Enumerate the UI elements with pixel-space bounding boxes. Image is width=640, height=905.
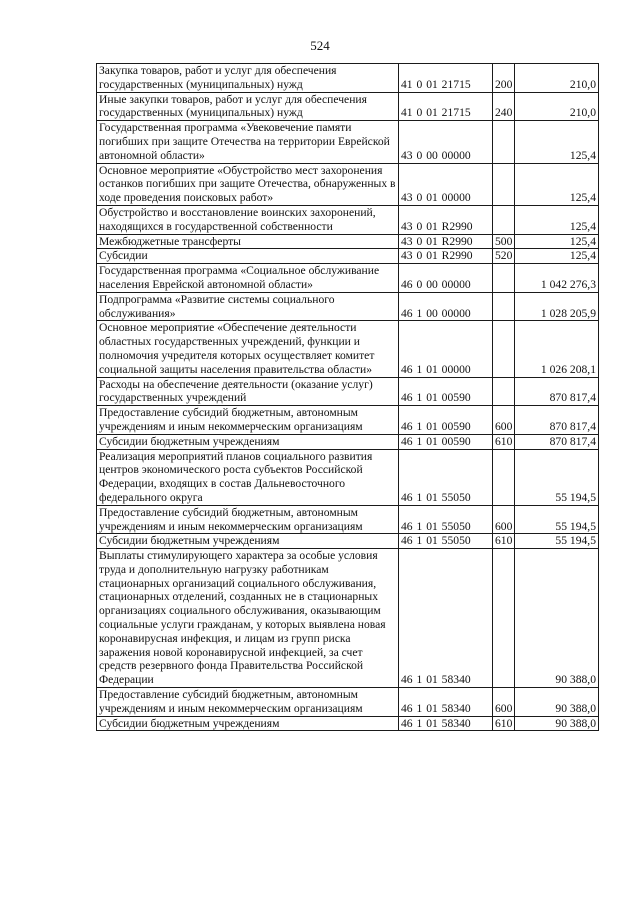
table-row xyxy=(97,406,599,435)
table-row xyxy=(97,264,599,293)
row-name-cell: Реализация мероприятий планов социального развития центров экономического роста субъектов Российской Федерации, входящих в состав Дальневосточного федерального округа xyxy=(97,449,399,505)
row-expense-type-cell: 600 xyxy=(493,688,515,717)
budget-table-body xyxy=(97,64,599,731)
row-amount-cell: 125,4 xyxy=(515,249,599,264)
row-amount-cell: 870 817,4 xyxy=(515,406,599,435)
row-name-cell: Основное мероприятие «Обеспечение деятельности областных государственных учреждений, функции и полномочия учредителя которых осуществляет комитет социальной защиты населения правительства области» xyxy=(97,321,399,377)
table-row xyxy=(97,549,599,688)
row-amount-cell: 125,4 xyxy=(515,163,599,205)
row-expense-type-cell: 500 xyxy=(493,234,515,249)
row-expense-type-cell: 600 xyxy=(493,505,515,534)
row-code-cell: 43 0 00 00000 xyxy=(399,121,493,163)
row-name-cell: Субсидии бюджетным учреждениям xyxy=(97,434,399,449)
row-code-cell: 46 1 01 58340 xyxy=(399,716,493,731)
row-expense-type-cell xyxy=(493,205,515,234)
row-name-cell: Закупка товаров, работ и услуг для обеспечения государственных (муниципальных) нужд xyxy=(97,64,399,93)
table-row xyxy=(97,505,599,534)
row-amount-cell: 210,0 xyxy=(515,92,599,121)
row-amount-cell: 870 817,4 xyxy=(515,434,599,449)
row-code-cell: 46 0 00 00000 xyxy=(399,264,493,293)
table-row xyxy=(97,688,599,717)
row-name-cell: Государственная программа «Увековечение памяти погибших при защите Отечества на территории Еврейской автономной области» xyxy=(97,121,399,163)
row-amount-cell: 90 388,0 xyxy=(515,716,599,731)
row-expense-type-cell xyxy=(493,377,515,406)
row-name-cell: Субсидии xyxy=(97,249,399,264)
row-code-cell: 46 1 01 58340 xyxy=(399,688,493,717)
row-amount-cell: 1 026 208,1 xyxy=(515,321,599,377)
row-expense-type-cell xyxy=(493,264,515,293)
row-amount-cell: 125,4 xyxy=(515,234,599,249)
budget-table xyxy=(96,63,599,731)
table-row xyxy=(97,249,599,264)
table-row xyxy=(97,205,599,234)
row-name-cell: Предоставление субсидий бюджетным, автономным учреждениям и иным некоммерческим организациям xyxy=(97,505,399,534)
row-amount-cell: 55 194,5 xyxy=(515,534,599,549)
table-row xyxy=(97,234,599,249)
row-amount-cell: 125,4 xyxy=(515,121,599,163)
row-code-cell: 43 0 01 00000 xyxy=(399,163,493,205)
row-expense-type-cell xyxy=(493,292,515,321)
row-name-cell: Иные закупки товаров, работ и услуг для обеспечения государственных (муниципальных) нужд xyxy=(97,92,399,121)
row-name-cell: Субсидии бюджетным учреждениям xyxy=(97,534,399,549)
table-row xyxy=(97,377,599,406)
row-amount-cell: 210,0 xyxy=(515,64,599,93)
table-row xyxy=(97,321,599,377)
row-amount-cell: 90 388,0 xyxy=(515,549,599,688)
table-row xyxy=(97,92,599,121)
table-row xyxy=(97,163,599,205)
row-code-cell: 46 1 01 58340 xyxy=(399,549,493,688)
row-amount-cell: 90 388,0 xyxy=(515,688,599,717)
row-amount-cell: 125,4 xyxy=(515,205,599,234)
row-expense-type-cell xyxy=(493,121,515,163)
row-name-cell: Межбюджетные трансферты xyxy=(97,234,399,249)
row-amount-cell: 55 194,5 xyxy=(515,505,599,534)
row-expense-type-cell xyxy=(493,163,515,205)
row-name-cell: Выплаты стимулирующего характера за особые условия труда и дополнительную нагрузку работникам стационарных организаций социального обслуживания, стационарных отделений, созданных не в стационарных организациях социального обслуживания, оказывающим социальные услуги гражданам, у которых выявлена новая коронавирусная инфекция, и лицам из групп риска заражения новой коронавирусной инфекцией, за счет средств резервного фонда Правительства Российской Федерации xyxy=(97,549,399,688)
row-amount-cell: 55 194,5 xyxy=(515,449,599,505)
row-expense-type-cell: 610 xyxy=(493,434,515,449)
row-code-cell: 46 1 01 00590 xyxy=(399,406,493,435)
row-name-cell: Предоставление субсидий бюджетным, автономным учреждениям и иным некоммерческим организациям xyxy=(97,406,399,435)
row-code-cell: 43 0 01 R2990 xyxy=(399,249,493,264)
row-amount-cell: 1 042 276,3 xyxy=(515,264,599,293)
table-row xyxy=(97,534,599,549)
table-row xyxy=(97,121,599,163)
row-code-cell: 46 1 01 55050 xyxy=(399,505,493,534)
row-expense-type-cell xyxy=(493,321,515,377)
row-code-cell: 46 1 01 00590 xyxy=(399,434,493,449)
row-expense-type-cell: 240 xyxy=(493,92,515,121)
row-name-cell: Субсидии бюджетным учреждениям xyxy=(97,716,399,731)
page-number: 524 xyxy=(310,38,330,53)
row-amount-cell: 1 028 205,9 xyxy=(515,292,599,321)
row-expense-type-cell: 600 xyxy=(493,406,515,435)
row-expense-type-cell: 200 xyxy=(493,64,515,93)
row-code-cell: 43 0 01 R2990 xyxy=(399,205,493,234)
row-name-cell: Подпрограмма «Развитие системы социального обслуживания» xyxy=(97,292,399,321)
row-name-cell: Государственная программа «Социальное обслуживание населения Еврейской автономной области» xyxy=(97,264,399,293)
row-name-cell: Основное мероприятие «Обустройство мест захоронения останков погибших при защите Отечества, обнаруженных в ходе проведения поисковых работ» xyxy=(97,163,399,205)
row-amount-cell: 870 817,4 xyxy=(515,377,599,406)
row-code-cell: 46 1 01 00590 xyxy=(399,377,493,406)
row-name-cell: Расходы на обеспечение деятельности (оказание услуг) государственных учреждений xyxy=(97,377,399,406)
table-row xyxy=(97,64,599,93)
row-code-cell: 46 1 00 00000 xyxy=(399,292,493,321)
table-row xyxy=(97,449,599,505)
row-expense-type-cell xyxy=(493,549,515,688)
row-code-cell: 43 0 01 R2990 xyxy=(399,234,493,249)
row-expense-type-cell: 610 xyxy=(493,716,515,731)
row-expense-type-cell xyxy=(493,449,515,505)
row-expense-type-cell: 610 xyxy=(493,534,515,549)
row-expense-type-cell: 520 xyxy=(493,249,515,264)
row-code-cell: 46 1 01 55050 xyxy=(399,449,493,505)
row-name-cell: Обустройство и восстановление воинских захоронений, находящихся в государственной собственности xyxy=(97,205,399,234)
table-row xyxy=(97,716,599,731)
row-code-cell: 46 1 01 55050 xyxy=(399,534,493,549)
row-name-cell: Предоставление субсидий бюджетным, автономным учреждениям и иным некоммерческим организациям xyxy=(97,688,399,717)
row-code-cell: 41 0 01 21715 xyxy=(399,64,493,93)
row-code-cell: 46 1 01 00000 xyxy=(399,321,493,377)
table-row xyxy=(97,434,599,449)
table-row xyxy=(97,292,599,321)
row-code-cell: 41 0 01 21715 xyxy=(399,92,493,121)
